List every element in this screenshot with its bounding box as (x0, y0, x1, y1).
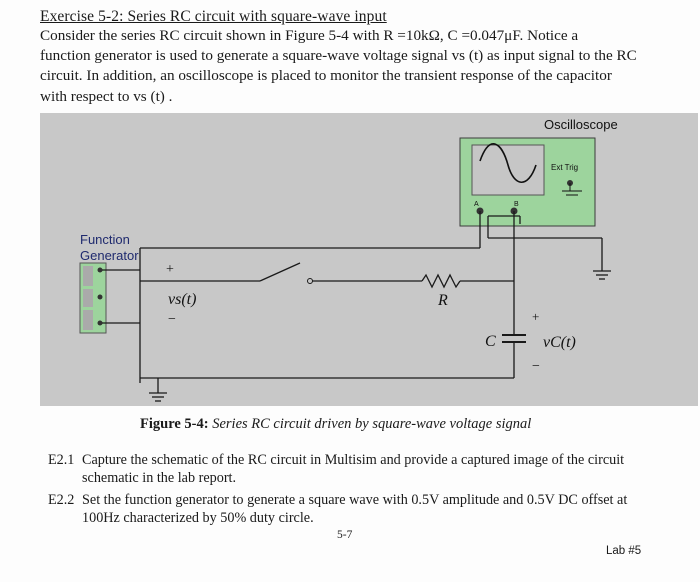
task-text: Set the function generator to generate a square wave with 0.5V amplitude and 0.5V DC offset at 100Hz characterized by 50% duty circle. (82, 492, 628, 526)
exercise-paragraph (40, 26, 660, 107)
capacitor-minus: − (532, 359, 540, 374)
lab-label: Lab #5 (606, 545, 642, 557)
task-list (48, 451, 658, 531)
task-number: E2.1 (48, 452, 75, 468)
channel-b-label: B (514, 201, 519, 208)
paragraph-line-3: circuit. In addition, an oscilloscope is placed to monitor the transient response of the capacitor (40, 67, 612, 85)
paragraph-line-4: with respect to vs (t) . (40, 87, 173, 105)
fg-wave-sine-icon (83, 310, 93, 330)
resistor-label: R (438, 292, 448, 309)
task-text: Capture the schematic of the RC circuit in Multisim and provide a captured image of the circuit schematic in the lab report. (82, 452, 625, 486)
task-number: E2.2 (48, 492, 75, 508)
caption-text: Series RC circuit driven by square-wave voltage signal (212, 416, 532, 432)
paragraph-line-1: Consider the series RC circuit shown in Figure 5-4 with R =10kΩ, C =0.047μF. Notice a (40, 27, 579, 44)
source-plus: + (166, 262, 174, 277)
circuit-figure (40, 113, 698, 406)
source-minus: − (168, 312, 176, 327)
source-label: vs(t) (168, 291, 197, 308)
function-generator-label-2: Generator (80, 248, 139, 263)
function-generator-label-1: Function (80, 232, 130, 247)
circuit-schematic (40, 113, 698, 406)
fg-wave-triangle-icon (83, 289, 93, 307)
switch-contact (308, 279, 313, 284)
figure-caption (140, 416, 531, 433)
caption-label: Figure 5-4: (140, 416, 209, 432)
oscilloscope-label: Oscilloscope (544, 117, 618, 132)
channel-a-label: A (474, 201, 479, 208)
ext-trig-label: Ext Trig (551, 163, 579, 172)
switch-blade (260, 263, 300, 281)
fg-wave-square-icon (83, 266, 93, 286)
exercise-title: Exercise 5-2: Series RC circuit with square-wave input (40, 8, 387, 25)
task-item (48, 491, 658, 527)
capacitor-plus: + (532, 309, 540, 324)
page-number: 5-7 (337, 529, 353, 541)
task-item (48, 451, 658, 487)
capacitor-label: C (485, 333, 496, 350)
paragraph-line-2: function generator is used to generate a square-wave voltage signal vs (t) as input signal to the RC (40, 47, 637, 65)
capacitor-voltage-label: vC(t) (543, 334, 576, 351)
resistor-symbol (422, 275, 460, 287)
